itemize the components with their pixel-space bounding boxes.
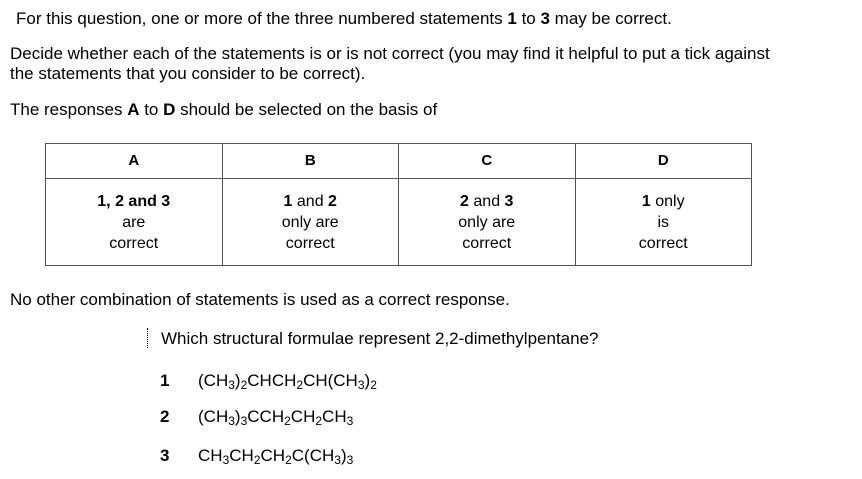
f-sub: 3 <box>222 453 230 467</box>
f-sub: 2 <box>370 378 377 392</box>
cell-D <box>575 179 752 266</box>
header-D: D <box>575 144 752 179</box>
intro-text: For this question, one or more of the three numbered statements <box>16 9 508 28</box>
cell-line: 1 and 2 <box>283 193 337 210</box>
f-sub: 2 <box>285 453 292 467</box>
f-part: CHCH <box>247 371 297 390</box>
f-part: CH(CH <box>303 371 358 390</box>
statement-number: 3 <box>160 446 170 465</box>
cell-line: is <box>657 214 670 231</box>
intro-line-3: the statements that you consider to be correct). <box>10 64 366 83</box>
f-sub: 3 <box>346 453 354 467</box>
f-part: ) <box>234 407 241 426</box>
f-sub: 3 <box>334 453 341 467</box>
f-part: CH <box>290 407 316 426</box>
statement-formula <box>198 371 377 391</box>
f-part: (CH <box>198 407 229 426</box>
f-sub: 3 <box>228 414 235 428</box>
intro-bold-1: 1 <box>507 9 517 28</box>
cell-C <box>399 179 576 266</box>
table-header-row <box>46 144 752 179</box>
statement-formula <box>198 407 353 427</box>
f-part: C(CH <box>291 446 335 465</box>
cell-line: only are <box>281 214 339 231</box>
question-marker <box>147 328 149 348</box>
intro-text: to <box>139 100 164 119</box>
header-B: B <box>222 144 399 179</box>
cell-line: are <box>122 214 146 231</box>
header-A: A <box>46 144 223 179</box>
f-part: CH <box>229 446 254 465</box>
cell-A <box>46 179 223 266</box>
intro-line-2: Decide whether each of the statements is or is not correct (you may find it helpful to put a tick against <box>10 44 770 63</box>
f-sub: 2 <box>315 414 323 428</box>
f-part: CH <box>322 407 347 426</box>
statement-number: 2 <box>160 407 170 426</box>
intro-text: should be selected on the basis of <box>175 100 438 119</box>
f-part: CH <box>260 446 286 465</box>
f-sub: 3 <box>228 378 235 392</box>
f-part: CCH <box>247 407 285 426</box>
intro-text: The responses <box>10 100 128 119</box>
intro-bold-A: A <box>127 100 140 119</box>
cell-line: correct <box>462 235 512 252</box>
f-sub: 2 <box>296 378 304 392</box>
intro-line-1 <box>16 9 672 29</box>
f-part: ) <box>340 446 347 465</box>
question-text: Which structural formulae represent 2,2-dimethylpentane? <box>161 329 599 348</box>
response-key-table <box>45 143 752 266</box>
cell-B <box>222 179 399 266</box>
f-sub: 2 <box>284 414 291 428</box>
cell-line: correct <box>109 235 159 252</box>
cell-line: correct <box>638 235 688 252</box>
cell-line: 2 and 3 <box>460 193 514 210</box>
f-sub: 3 <box>346 414 354 428</box>
intro-bold-3: 3 <box>540 9 550 28</box>
cell-line: only are <box>458 214 516 231</box>
intro-line-4 <box>10 100 437 120</box>
f-part: ) <box>234 371 241 390</box>
intro-text: may be correct. <box>549 9 672 28</box>
f-part: ) <box>364 371 371 390</box>
intro-text: to <box>516 9 541 28</box>
cell-line: 1 only <box>641 193 685 210</box>
statement-formula <box>198 446 353 466</box>
note-text: No other combination of statements is used as a correct response. <box>10 290 510 309</box>
f-part: (CH <box>198 371 229 390</box>
header-C: C <box>399 144 576 179</box>
f-sub: 3 <box>240 414 248 428</box>
f-sub: 3 <box>357 378 365 392</box>
f-sub: 2 <box>253 453 261 467</box>
cell-line: 1, 2 and 3 <box>97 193 171 210</box>
f-sub: 2 <box>240 378 248 392</box>
cell-line: correct <box>285 235 335 252</box>
table-row <box>46 179 752 266</box>
intro-bold-D: D <box>163 100 176 119</box>
f-part: CH <box>198 446 223 465</box>
statement-number: 1 <box>160 371 170 390</box>
